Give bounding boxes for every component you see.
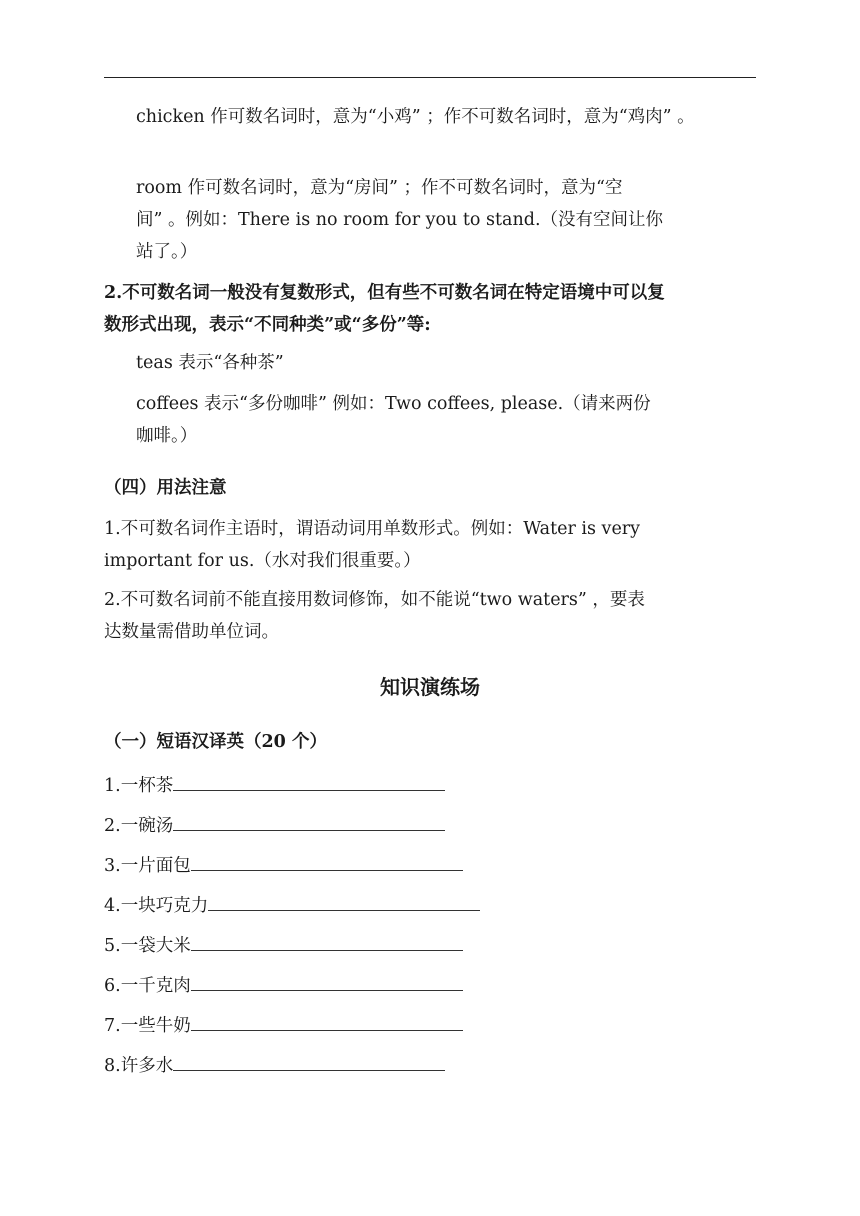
point-2 [104,277,756,341]
usage-item-1-line2: important for us.（水对我们很重要。） [104,551,421,571]
list-item [104,1012,463,1038]
list-item [104,1052,445,1078]
usage-item-2 [104,584,756,648]
point-2-line1: 2.不可数名词一般没有复数形式，但有些不可数名词在特定语境中可以复 [104,283,665,303]
section-heading: （一）短语汉译英（20 个） [104,732,327,752]
item-label: 5.一袋大米 [104,936,191,956]
note-room-line2: 间” 。例如：There is no room for you to stand.（没有空间让你 [136,210,664,230]
list-item [104,772,445,798]
point-2-line2: 数形式出现，表示“不同种类”或“多份”等: [104,315,431,335]
note-coffees [136,388,756,452]
answer-blank[interactable] [191,852,463,871]
usage-item-2-line1: 2.不可数名词前不能直接用数词修饰，如不能说“two waters” ，要表 [104,590,645,610]
note-chicken-text: chicken 作可数名词时，意为“小鸡” ；作不可数名词时，意为“鸡肉” 。 [136,107,695,127]
list-item [104,972,463,998]
usage-item-1-line1: 1.不可数名词作主语时，谓语动词用单数形式。例如：Water is very [104,519,641,539]
practice-title: 知识演练场 [380,675,480,699]
note-room-line1: room 作可数名词时，意为“房间” ；作不可数名词时，意为“空 [136,178,623,198]
list-item [104,932,463,958]
answer-blank[interactable] [191,1012,463,1031]
list-item [104,892,480,918]
header-rule [104,77,756,78]
item-label: 2.一碗汤 [104,816,174,836]
answer-blank[interactable] [173,812,445,831]
note-room-line3: 站了。） [136,242,198,262]
list-item [104,812,445,838]
answer-blank[interactable] [208,892,480,911]
usage-item-2-line2: 达数量需借助单位词。 [104,622,279,642]
item-label: 4.一块巧克力 [104,896,209,916]
answer-blank[interactable] [173,1052,445,1071]
note-teas: teas 表示“各种茶” [136,353,284,373]
item-label: 8.许多水 [104,1056,174,1076]
usage-heading: （四）用法注意 [104,478,227,498]
note-chicken [136,101,756,133]
note-coffees-line2: 咖啡。） [136,426,198,446]
usage-item-1 [104,513,756,577]
answer-blank[interactable] [191,972,463,991]
note-room [136,172,756,268]
item-label: 7.一些牛奶 [104,1016,191,1036]
item-label: 6.一千克肉 [104,976,191,996]
answer-blank[interactable] [191,932,463,951]
item-label: 1.一杯茶 [104,776,174,796]
list-item [104,852,463,878]
item-label: 3.一片面包 [104,856,191,876]
note-coffees-line1: coffees 表示“多份咖啡” 例如：Two coffees, please.（请来两份 [136,394,651,414]
answer-blank[interactable] [173,772,445,791]
